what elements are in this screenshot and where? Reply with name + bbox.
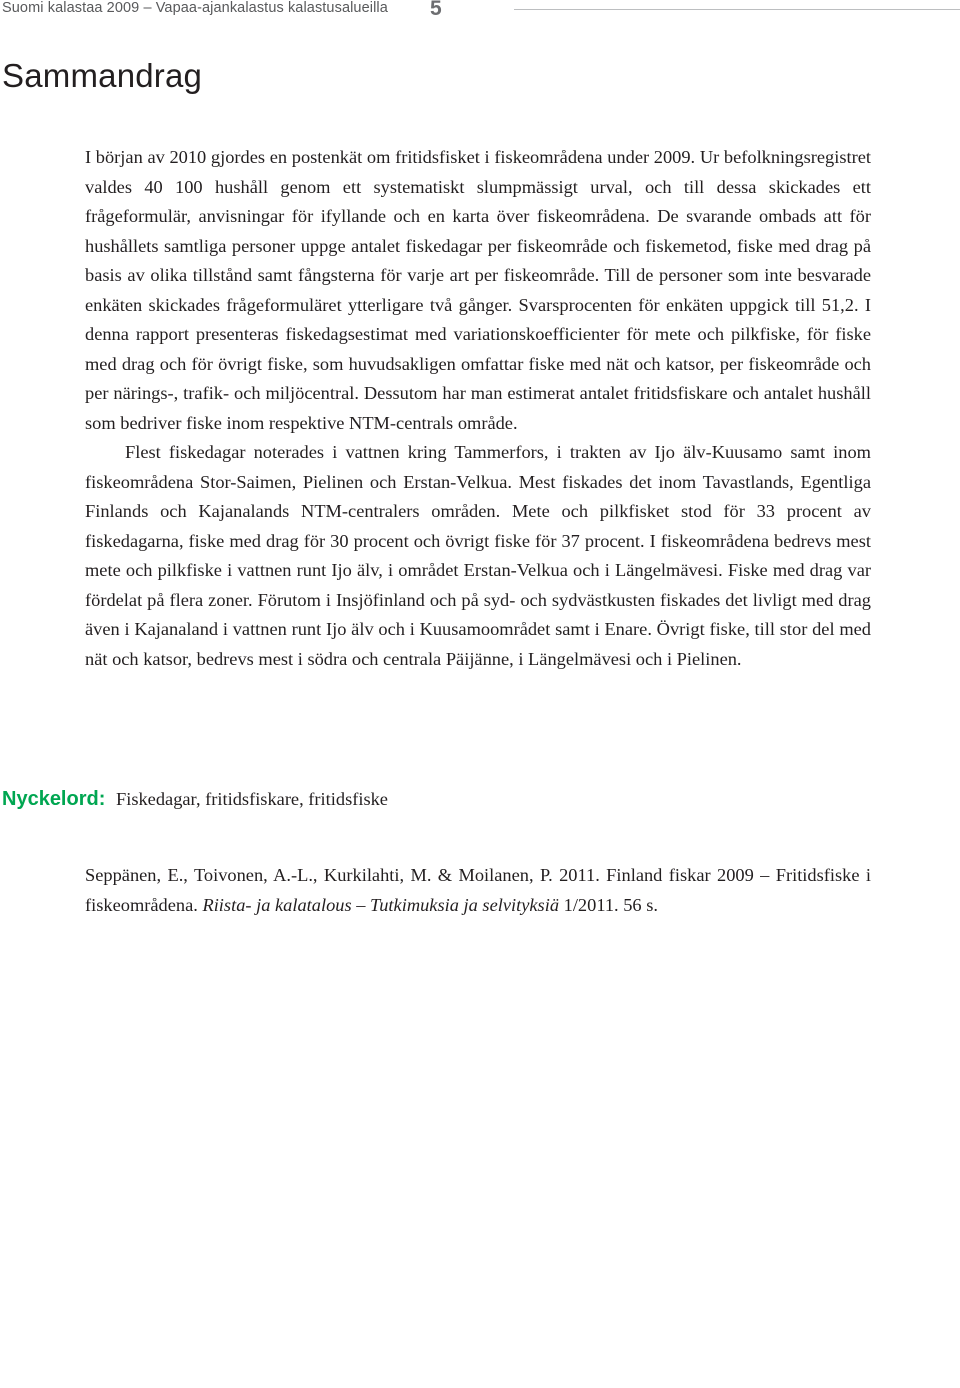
abstract-paragraph-2: Flest fiskedagar noterades i vattnen kring Tammerfors, i trakten av Ijo älv-Kuusamo samt inom fiskeområdena Stor-Saimen, Pielinen och Erstan-Velkua. Mest fiskades det inom Tavastlands, Egentliga Finlands och Kajanalands NTM-centralers områden. Mete och pilkfisket stod för 33 procent av fiskedagarna, fiske med drag för 30 procent och övrigt fiske för 37 procent. I fiskeområdena bedrevs mest mete och pilkfiske i vattnen runt Ijo älv, i området Erstan-Velkua och i Längelmävesi. Fiske med drag var fördelat på flera zoner. Förutom i Insjöfinland och på syd- och sydvästkusten fiskades det livligt med drag även i Kajanaland i vattnen runt Ijo älv och i Kuusamoområdet samt i Enare. Övrigt fiske, till stor del med nät och katsor, bedrevs mest i södra och centrala Päijänne, i Längelmävesi och i Pielinen. xyxy=(85,442,871,669)
citation-series: Riista- ja kalatalous – Tutkimuksia ja selvityksiä xyxy=(202,895,560,915)
page-title: Sammandrag xyxy=(2,57,203,94)
citation xyxy=(85,860,871,920)
keywords-label: Nyckelord: xyxy=(2,788,106,810)
citation-authors-title: Seppänen, E., Toivonen, A.-L., Kurkilahti, M. & Moilanen, P. 2011. Finland fiskar 2009 – Fritidsfiske i fiskeområdena. xyxy=(85,865,871,915)
series-title: Suomi kalastaa 2009 – Vapaa-ajankalastus kalastusalueilla xyxy=(2,0,388,16)
citation-issue-pages: 1/2011. 56 s. xyxy=(563,895,658,915)
header-rule xyxy=(514,9,960,10)
keywords-line xyxy=(2,788,388,811)
abstract-body xyxy=(85,143,871,674)
keywords-value: Fiskedagar, fritidsfiskare, fritidsfiske xyxy=(115,789,388,809)
page-number: 5 xyxy=(430,0,442,20)
abstract-paragraph-1: I början av 2010 gjordes en postenkät om fritidsfisket i fiskeområdena under 2009. Ur befolkningsregistret valdes 40 100 hushåll genom ett systematiskt slumpmässigt urval, och till dessa skickades ett frågeformulär, anvisningar för ifyllande och en karta över fiskeområdena. De svarande ombads att för hushållets samtliga personer uppge antalet fiskedagar per fiskeområde och fiskemetod, fiske med drag på basis av olika tillstånd samt fångsterna för varje art per fiskeområde. Till de personer som inte besvarade enkäten skickades frågeformuläret ytterligare två gånger. Svarsprocenten för enkäten uppgick till 51,2. I denna rapport presenteras fiskedagsestimat med variationskoefficienter för mete och pilkfiske, för fiske med drag och för övrigt fiske, som huvudsakligen omfattar fiske med nät och katsor, per fiskeområde och per närings-, trafik- och miljöcentral. Dessutom har man estimerat antalet fritidsfiskare och antalet hushåll som bedriver fiske inom respektive NTM-centrals område. xyxy=(85,147,871,433)
running-header xyxy=(2,0,442,22)
